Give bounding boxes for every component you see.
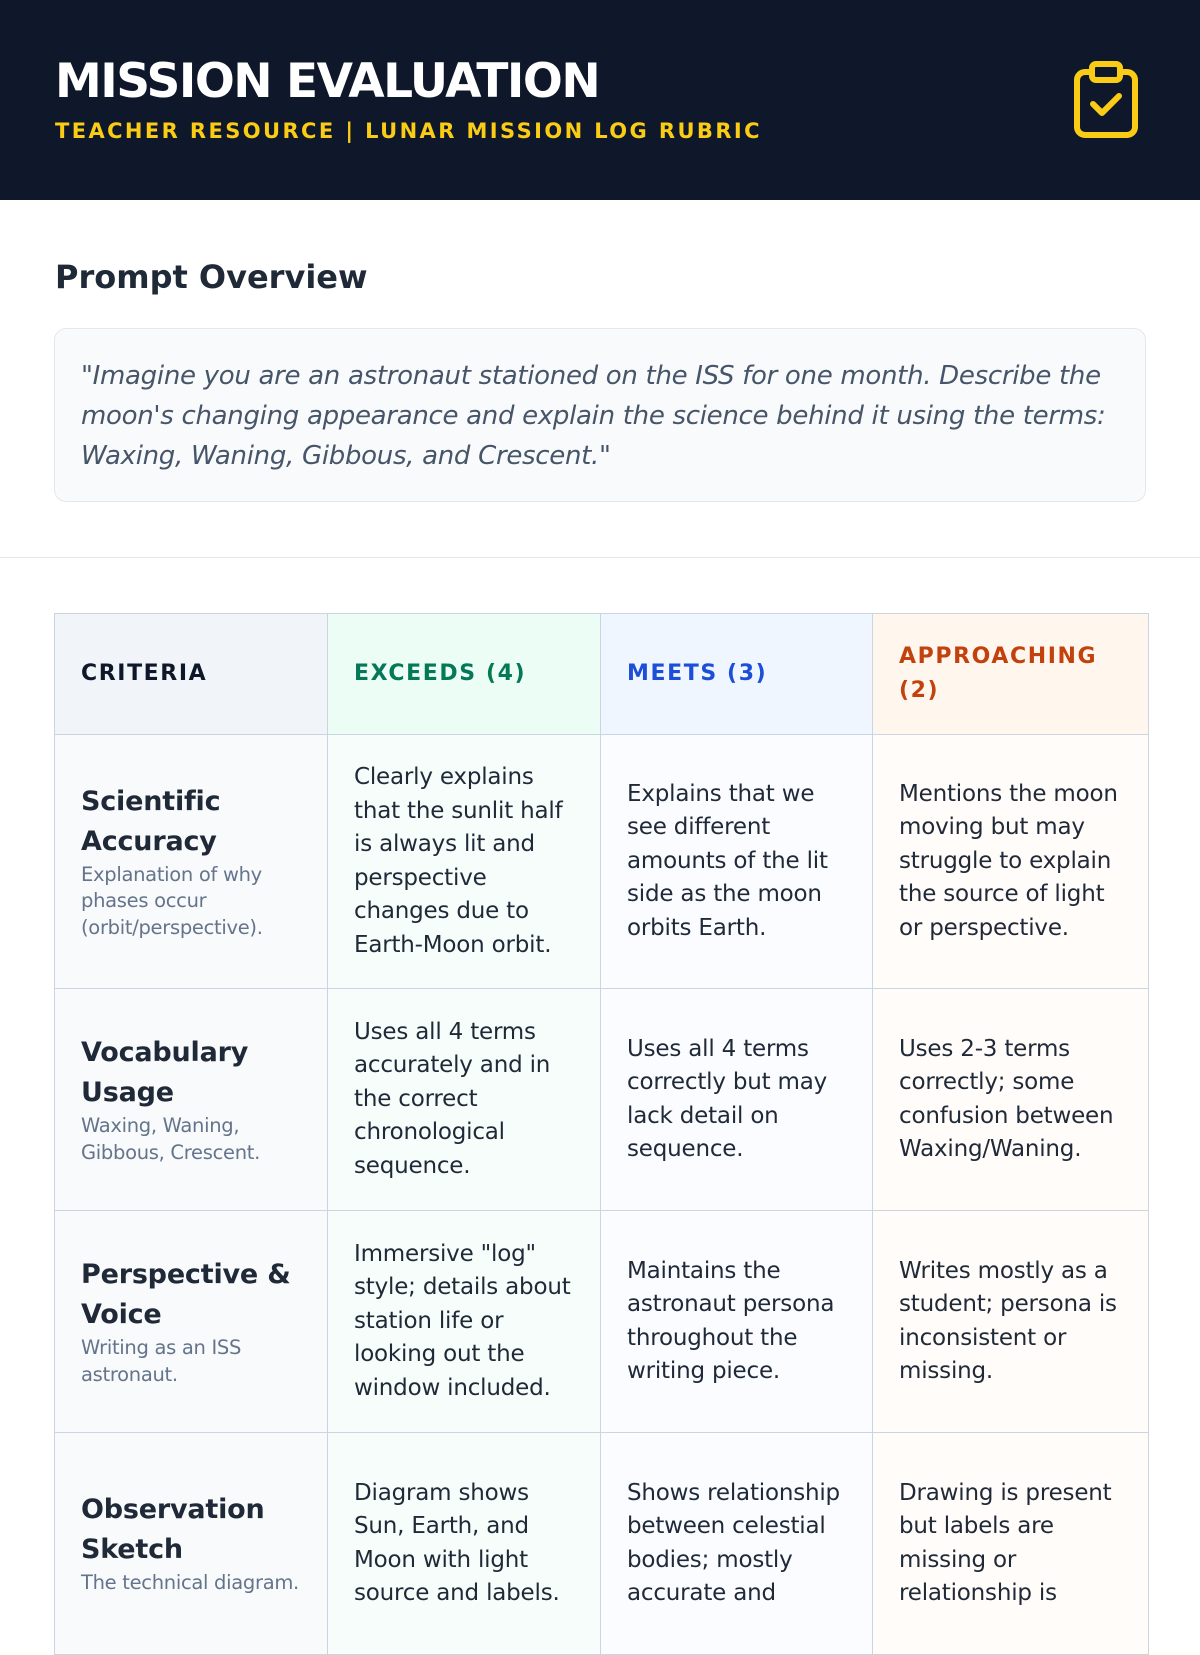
criteria-description: Waxing, Waning, Gibbous, Crescent. [81,1114,261,1164]
approaching-cell: Mentions the moon moving but may struggle to explain the source of light or perspective. [873,735,1149,989]
header-meets: MEETS (3) [601,614,873,735]
criteria-cell [55,1433,328,1655]
criteria-description: Writing as an ISS astronaut. [81,1336,242,1386]
criteria-name: Vocabulary Usage [81,1037,249,1108]
header-approaching: APPROACHING (2) [873,614,1149,735]
approaching-cell: Drawing is present but labels are missing or relationship is [873,1433,1149,1655]
exceeds-cell: Diagram shows Sun, Earth, and Moon with light source and labels. [328,1433,601,1655]
section-divider [0,557,1200,558]
criteria-name: Perspective & Voice [81,1259,291,1330]
table-row [55,1433,1149,1655]
meets-cell: Shows relationship between celestial bodies; mostly accurate and [601,1433,873,1655]
header-exceeds: EXCEEDS (4) [328,614,601,735]
approaching-cell: Uses 2-3 terms correctly; some confusion between Waxing/Waning. [873,989,1149,1211]
table-row [55,735,1149,989]
meets-cell: Maintains the astronaut persona throughout the writing piece. [601,1211,873,1433]
criteria-name: Observation Sketch [81,1494,265,1566]
meets-cell: Uses all 4 terms correctly but may lack detail on sequence. [601,989,873,1211]
page-subtitle: TEACHER RESOURCE | LUNAR MISSION LOG RUBRIC [55,119,762,143]
approaching-cell: Writes mostly as a student; persona is inconsistent or missing. [873,1211,1149,1433]
header-criteria: CRITERIA [55,614,328,735]
criteria-cell [55,735,328,989]
prompt-overview-heading: Prompt Overview [55,258,368,296]
table-row [55,989,1149,1211]
rubric-table [54,613,1149,1655]
page-title: MISSION EVALUATION [55,54,600,109]
meets-cell: Explains that we see different amounts of the lit side as the moon orbits Earth. [601,735,873,989]
exceeds-cell: Immersive "log" style; details about station life or looking out the window included. [328,1211,601,1433]
criteria-cell [55,989,328,1211]
rubric-header-row [55,614,1149,735]
criteria-name: Scientific Accuracy [81,785,221,857]
exceeds-cell: Clearly explains that the sunlit half is always lit and perspective changes due to Earth-Moon orbit. [328,735,601,989]
exceeds-cell: Uses all 4 terms accurately and in the correct chronological sequence. [328,989,601,1211]
criteria-description: The technical diagram. [81,1571,299,1595]
clipboard-check-icon [1072,60,1140,140]
page-header [0,0,1200,200]
criteria-cell [55,1211,328,1433]
criteria-description: Explanation of why phases occur (orbit/perspective). [81,862,263,939]
prompt-box [54,328,1146,502]
prompt-text: "Imagine you are an astronaut stationed on the ISS for one month. Describe the moon's changing appearance and explain the science behind it using the terms: Waxing, Waning, Gibbous, and Crescent." [81,361,1106,471]
table-row [55,1211,1149,1433]
